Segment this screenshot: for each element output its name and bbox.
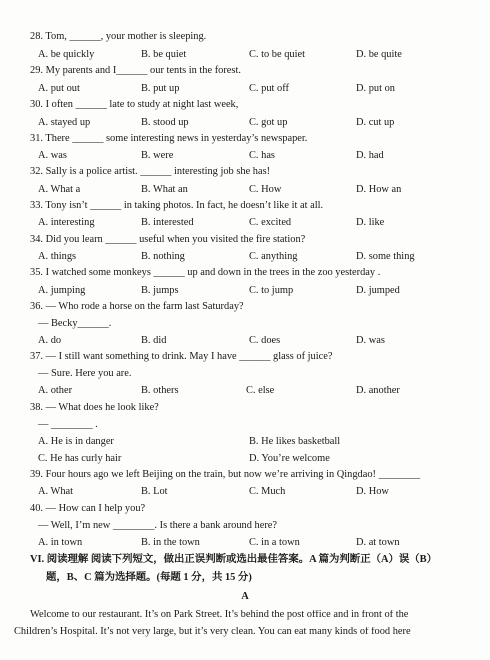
question-34-option-d: D. some thing	[356, 251, 415, 262]
question-35-option-c: C. to jump	[249, 285, 294, 296]
question-34-option-c: C. anything	[249, 251, 298, 262]
question-39-option-d: D. How	[356, 486, 389, 497]
question-37-option-c: C. else	[246, 385, 275, 396]
section-vi-instructions-line2: 题，B、C 篇为选择题。(每题 1 分，共 15 分)	[46, 572, 252, 583]
question-39-stem: 39. Four hours ago we left Beijing on the train, but now we’re arriving in Qingdao! ________	[30, 469, 421, 480]
question-33-option-d: D. like	[356, 217, 385, 228]
question-33-stem: 33. Tony isn’t ______ in taking photos. In fact, he doesn’t like it at all.	[30, 200, 324, 211]
question-36-option-d: D. was	[356, 335, 385, 346]
question-38-option-a: A. He is in danger	[38, 436, 114, 447]
question-28-option-a: A. be quickly	[38, 49, 95, 60]
question-34-option-b: B. nothing	[141, 251, 185, 262]
question-37-response: — Sure. Here you are.	[38, 368, 132, 379]
question-29-option-b: B. put up	[141, 83, 180, 94]
question-36-response: — Becky______.	[38, 318, 112, 329]
question-31-stem: 31. There ______ some interesting news in yesterday’s newspaper.	[30, 133, 308, 144]
question-32-option-b: B. What an	[141, 184, 188, 195]
question-28-stem: 28. Tom, ______, your mother is sleeping.	[30, 31, 207, 42]
question-32-option-a: A. What a	[38, 184, 81, 195]
question-38-response: — ________ .	[38, 419, 98, 430]
passage-line-1: Welcome to our restaurant. It’s on Park Street. It’s behind the post office and in front of the	[30, 610, 409, 620]
question-34-stem: 34. Did you learn ______ useful when you visited the fire station?	[30, 234, 306, 245]
question-28-option-b: B. be quiet	[141, 49, 187, 60]
question-37-stem: 37. — I still want something to drink. May I have ______ glass of juice?	[30, 351, 333, 362]
question-38-stem: 38. — What does he look like?	[30, 402, 159, 413]
question-31-option-d: D. had	[356, 150, 384, 161]
question-30-option-c: C. got up	[249, 117, 288, 128]
question-40-option-a: A. in town	[38, 537, 83, 548]
question-30-option-a: A. stayed up	[38, 117, 91, 128]
question-36-option-b: B. did	[141, 335, 167, 346]
question-40-option-b: B. in the town	[141, 537, 200, 548]
question-33-option-c: C. excited	[249, 217, 292, 228]
question-40-stem: 40. — How can I help you?	[30, 503, 146, 514]
question-35-stem: 35. I watched some monkeys ______ up and down in the trees in the zoo yesterday .	[30, 267, 381, 278]
question-31-option-c: C. has	[249, 150, 275, 161]
question-32-option-d: D. How an	[356, 184, 402, 195]
question-39-option-b: B. Lot	[141, 486, 168, 497]
question-31-option-a: A. was	[38, 150, 67, 161]
question-35-option-b: B. jumps	[141, 285, 179, 296]
question-38-option-b: B. He likes basketball	[249, 436, 341, 447]
question-37-option-a: A. other	[38, 385, 73, 396]
question-40-option-d: D. at town	[356, 537, 400, 548]
question-36-option-a: A. do	[38, 335, 62, 346]
question-30-option-b: B. stood up	[141, 117, 189, 128]
question-37-option-d: D. another	[356, 385, 400, 396]
question-30-stem: 30. I often ______ late to study at night last week,	[30, 99, 239, 110]
question-38-option-d: D. You’re welcome	[249, 453, 330, 464]
question-30-option-d: D. cut up	[356, 117, 395, 128]
question-33-option-b: B. interested	[141, 217, 194, 228]
question-31-option-b: B. were	[141, 150, 174, 161]
question-29-stem: 29. My parents and I______ our tents in the forest.	[30, 65, 241, 76]
question-35-option-a: A. jumping	[38, 285, 86, 296]
question-37-option-b: B. others	[141, 385, 179, 396]
section-vi-instructions-line1: VI. 阅读理解 阅读下列短文，做出正误判断或选出最佳答案。A 篇为判断正（A）误（B）	[30, 554, 437, 565]
passage-label: A	[241, 591, 249, 602]
question-29-option-c: C. put off	[249, 83, 289, 94]
passage-line-2: Children’s Hospital. It’s not very large, but it’s very clean. You can eat many kinds of food here	[14, 627, 411, 637]
question-29-option-a: A. put out	[38, 83, 80, 94]
question-40-option-c: C. in a town	[249, 537, 300, 548]
question-36-stem: 36. — Who rode a horse on the farm last Saturday?	[30, 301, 244, 312]
question-32-stem: 32. Sally is a police artist. ______ interesting job she has!	[30, 166, 271, 177]
question-28-option-c: C. to be quiet	[249, 49, 305, 60]
question-40-response: — Well, I’m new ________. Is there a bank around here?	[38, 520, 278, 531]
question-28-option-d: D. be quite	[356, 49, 402, 60]
question-34-option-a: A. things	[38, 251, 77, 262]
question-32-option-c: C. How	[249, 184, 282, 195]
question-38-option-c: C. He has curly hair	[38, 453, 122, 464]
question-39-option-c: C. Much	[249, 486, 286, 497]
question-39-option-a: A. What	[38, 486, 74, 497]
question-36-option-c: C. does	[249, 335, 281, 346]
question-35-option-d: D. jumped	[356, 285, 400, 296]
question-33-option-a: A. interesting	[38, 217, 95, 228]
question-29-option-d: D. put on	[356, 83, 395, 94]
